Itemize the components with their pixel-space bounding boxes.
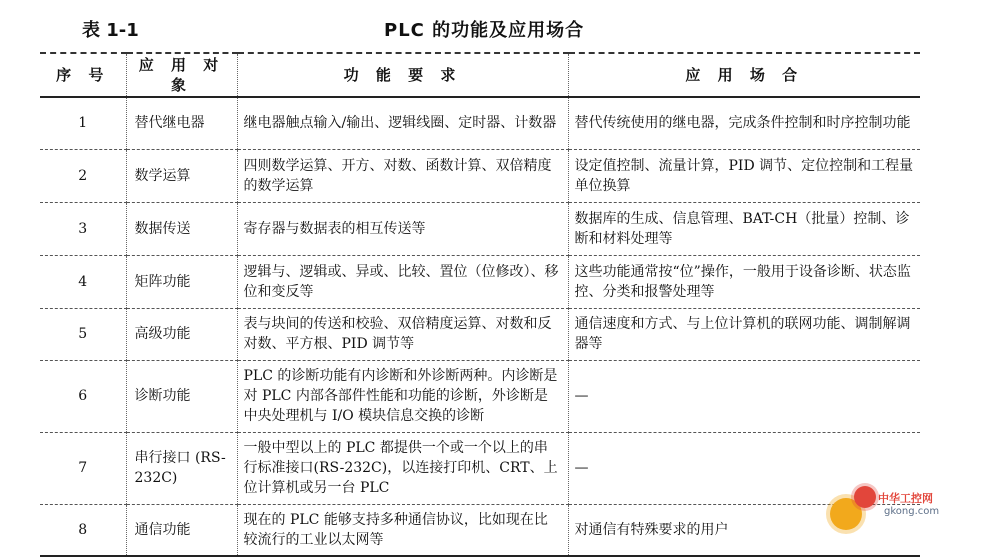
watermark-url: gkong.com (884, 506, 940, 517)
row-no: 4 (40, 255, 126, 308)
row-object: 通信功能 (126, 504, 237, 556)
table-row (40, 97, 920, 149)
row-application: 对通信有特殊要求的用户 (568, 504, 920, 556)
table-row (40, 149, 920, 202)
table-row (40, 308, 920, 360)
row-application: 数据库的生成、信息管理、BAT-CH（批量）控制、诊断和材料处理等 (568, 202, 920, 255)
header-object: 应 用 对 象 (126, 53, 237, 97)
row-application: 设定值控制、流量计算，PID 调节、定位控制和工程量单位换算 (568, 149, 920, 202)
watermark-name: 中华工控网 (878, 492, 933, 505)
row-no: 8 (40, 504, 126, 556)
row-object: 替代继电器 (126, 97, 237, 149)
row-application: 替代传统使用的继电器，完成条件控制和时序控制功能 (568, 97, 920, 149)
site-watermark (830, 482, 970, 542)
table-title: PLC 的功能及应用场合 (384, 20, 585, 41)
row-object: 诊断功能 (126, 360, 237, 432)
table-row (40, 360, 920, 432)
header-requirement: 功 能 要 求 (237, 53, 568, 97)
header-no: 序 号 (40, 53, 126, 97)
table-caption (0, 14, 982, 44)
table-row (40, 202, 920, 255)
row-object: 数学运算 (126, 149, 237, 202)
row-application: — (568, 432, 920, 504)
table-row (40, 255, 920, 308)
row-no: 1 (40, 97, 126, 149)
table-row (40, 432, 920, 504)
table-number: 表 1-1 (82, 20, 139, 41)
row-requirement: 逻辑与、逻辑或、异或、比较、置位（位修改）、移位和变反等 (237, 255, 568, 308)
row-no: 5 (40, 308, 126, 360)
header-application: 应 用 场 合 (568, 53, 920, 97)
row-requirement: 寄存器与数据表的相互传送等 (237, 202, 568, 255)
row-application: 通信速度和方式、与上位计算机的联网功能、调制解调器等 (568, 308, 920, 360)
header-row (40, 53, 920, 97)
gear-icon (854, 486, 876, 508)
row-application: — (568, 360, 920, 432)
row-no: 2 (40, 149, 126, 202)
row-requirement: PLC 的诊断功能有内诊断和外诊断两种。内诊断是对 PLC 内部各部件性能和功能的诊断，外诊断是中央处理机与 I/O 模块信息交换的诊断 (237, 360, 568, 432)
row-requirement: 一般中型以上的 PLC 都提供一个或一个以上的串行标准接口(RS-232C)，以连接打印机、CRT、上位计算机或另一台 PLC (237, 432, 568, 504)
row-requirement: 表与块间的传送和校验、双倍精度运算、对数和反对数、平方根、PID 调节等 (237, 308, 568, 360)
row-object: 数据传送 (126, 202, 237, 255)
row-requirement: 继电器触点输入/输出、逻辑线圈、定时器、计数器 (237, 97, 568, 149)
row-object: 串行接口 (RS-232C) (126, 432, 237, 504)
row-object: 高级功能 (126, 308, 237, 360)
row-no: 3 (40, 202, 126, 255)
row-no: 7 (40, 432, 126, 504)
row-no: 6 (40, 360, 126, 432)
row-object: 矩阵功能 (126, 255, 237, 308)
row-requirement: 现在的 PLC 能够支持多种通信协议，比如现在比较流行的工业以太网等 (237, 504, 568, 556)
table-row (40, 504, 920, 556)
plc-function-table (40, 52, 920, 557)
row-application: 这些功能通常按“位”操作，一般用于设备诊断、状态监控、分类和报警处理等 (568, 255, 920, 308)
row-requirement: 四则数学运算、开方、对数、函数计算、双倍精度的数学运算 (237, 149, 568, 202)
